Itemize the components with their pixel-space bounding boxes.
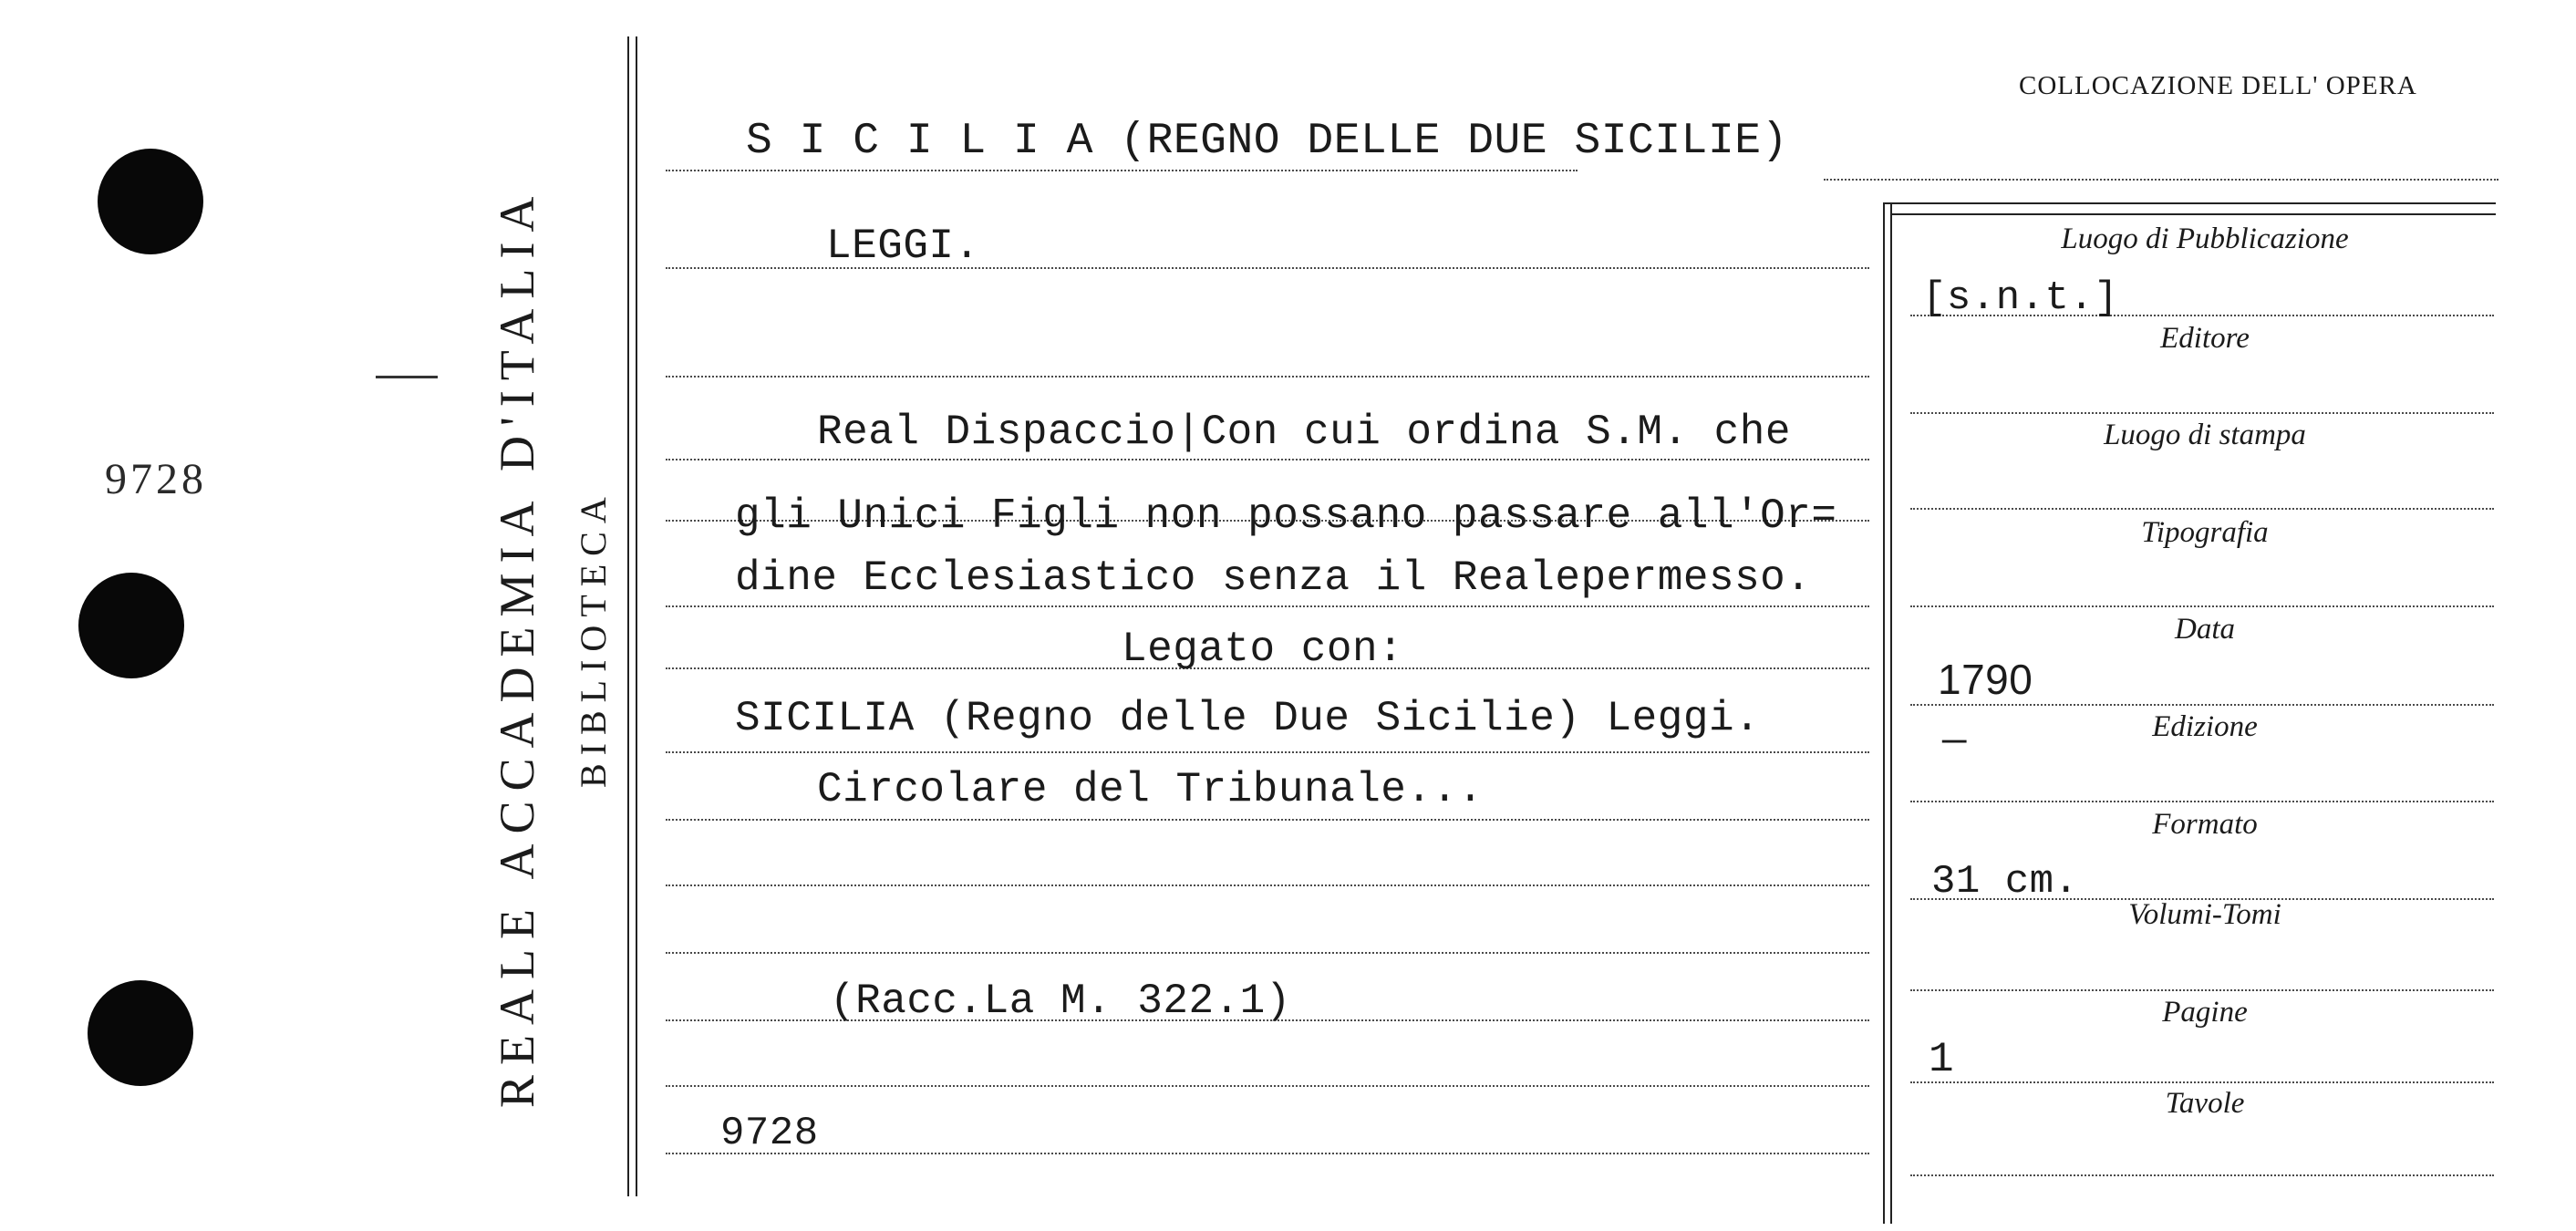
panel-rule-line [1910, 704, 2494, 706]
field-value-edizione: — [1942, 719, 1967, 764]
field-value-data: 1790 [1938, 656, 2033, 703]
entry-bound-with: Legato con: [1122, 626, 1404, 673]
field-label-luogo-pubblicazione: Luogo di Pubblicazione [2061, 222, 2349, 255]
field-label-tipografia: Tipografia [2141, 516, 2269, 549]
rule-line [666, 1153, 1869, 1154]
rule-line [666, 376, 1869, 378]
field-label-volumi-tomi: Volumi-Tomi [2128, 898, 2281, 931]
entry-heading: S I C I L I A (REGNO DELLE DUE SICILIE) [746, 117, 1788, 166]
punch-hole-middle [78, 573, 184, 678]
panel-border-top-inner [1890, 213, 2496, 215]
entry-title-line-2: gli Unici Figli non possano passare all'Or= [735, 492, 1837, 540]
field-label-pagine: Pagine [2162, 996, 2248, 1029]
rule-line [1824, 179, 2498, 181]
left-card-number: 9728 [105, 455, 207, 503]
rule-line [666, 819, 1869, 821]
field-label-luogo-stampa: Luogo di stampa [2104, 419, 2306, 451]
field-value-luogo-pubblicazione: [s.n.t.] [1922, 275, 2119, 321]
field-value-formato: 31 cm. [1931, 859, 2079, 905]
panel-rule-line [1910, 412, 2494, 414]
panel-border-left [1883, 202, 1885, 1224]
field-value-pagine: 1 [1929, 1036, 1955, 1083]
entry-subject: LEGGI. [826, 222, 980, 270]
punch-hole-top [98, 149, 203, 254]
margin-dash [376, 376, 438, 378]
panel-border-left-inner [1890, 202, 1892, 1224]
field-label-edizione: Edizione [2152, 710, 2258, 743]
field-label-tavole: Tavole [2165, 1087, 2245, 1120]
collocation-header: COLLOCAZIONE DELL' OPERA [2019, 71, 2417, 100]
rule-line [666, 884, 1869, 886]
panel-rule-line [1910, 801, 2494, 802]
field-label-data: Data [2175, 613, 2235, 646]
entry-title-line-3: dine Ecclesiastico senza il Realepermesso. [735, 554, 1812, 602]
rule-line [666, 459, 1869, 460]
panel-rule-line [1910, 1081, 2494, 1083]
entry-bound-heading: SICILIA (Regno delle Due Sicilie) Leggi. [735, 695, 1761, 742]
card-border-left [627, 36, 629, 1196]
entry-collection-ref: (Racc.La M. 322.1) [830, 978, 1291, 1025]
entry-bound-title: Circolare del Tribunale... [817, 766, 1484, 813]
institution-name: REALE ACCADEMIA D'ITALIA [490, 186, 544, 1108]
card-border-left-inner [636, 36, 637, 1196]
rule-line [666, 1085, 1869, 1087]
entry-title-line-1: Real Dispaccio|Con cui ordina S.M. che [817, 409, 1791, 456]
library-label: BIBLIOTECA [573, 489, 614, 788]
rule-line [666, 170, 1578, 171]
rule-line [666, 751, 1869, 753]
panel-rule-line [1910, 605, 2494, 607]
field-label-formato: Formato [2152, 808, 2258, 841]
rule-line [666, 952, 1869, 954]
punch-hole-bottom [88, 980, 193, 1086]
panel-rule-line [1910, 989, 2494, 991]
panel-border-top [1883, 202, 2496, 204]
field-label-editore: Editore [2160, 322, 2250, 355]
panel-rule-line [1910, 508, 2494, 510]
rule-line [666, 605, 1869, 607]
entry-card-number: 9728 [720, 1111, 819, 1156]
panel-rule-line [1910, 1174, 2494, 1176]
